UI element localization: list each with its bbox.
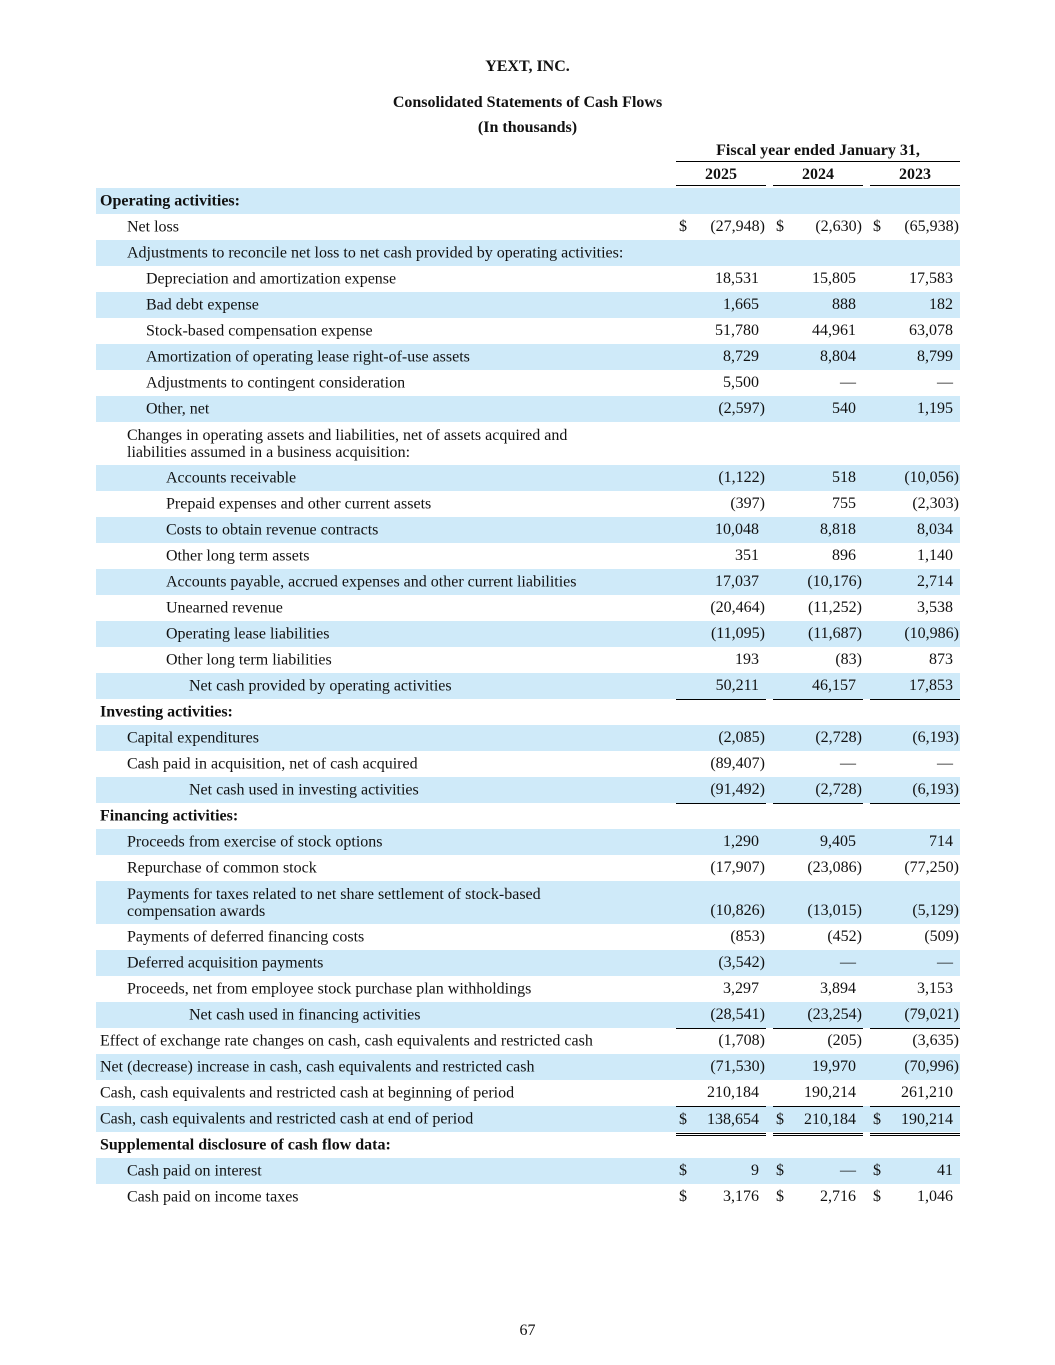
table-row bbox=[96, 829, 960, 855]
value-cell bbox=[773, 976, 863, 1003]
row-label: Unearned revenue bbox=[166, 599, 283, 617]
value-amount: (13,015) bbox=[807, 902, 862, 919]
row-label: Proceeds, net from employee stock purchase plan withholdings bbox=[127, 980, 532, 998]
value-cell bbox=[773, 673, 863, 700]
row-label: Other long term assets bbox=[166, 547, 310, 565]
value-cell bbox=[870, 1080, 960, 1106]
row-label: Deferred acquisition payments bbox=[127, 954, 324, 972]
value-amount: (10,826) bbox=[710, 902, 765, 919]
value-amount: 17,037 bbox=[715, 573, 759, 590]
row-label: Cash paid on income taxes bbox=[127, 1188, 299, 1206]
section-heading: Supplemental disclosure of cash flow data: bbox=[100, 1136, 391, 1154]
value-cell bbox=[870, 1158, 960, 1184]
year-header-2025: 2025 bbox=[676, 166, 766, 186]
value-amount: (205) bbox=[827, 1032, 862, 1049]
table-row bbox=[96, 699, 960, 725]
value-amount: 351 bbox=[735, 547, 759, 564]
table-row bbox=[96, 517, 960, 543]
value-cell bbox=[870, 266, 960, 292]
value-amount: (91,492) bbox=[710, 781, 765, 798]
table-row bbox=[96, 491, 960, 517]
table-row bbox=[96, 465, 960, 491]
section-heading: Investing activities: bbox=[100, 703, 233, 721]
value-amount: (10,176) bbox=[807, 573, 862, 590]
value-amount: 518 bbox=[832, 469, 856, 486]
value-amount: (27,948) bbox=[710, 218, 765, 235]
value-amount: (10,986) bbox=[904, 625, 959, 642]
value-amount: 8,729 bbox=[723, 348, 759, 365]
value-cell bbox=[676, 396, 766, 422]
value-cell bbox=[870, 881, 960, 924]
dollar-sign: $ bbox=[873, 1111, 881, 1128]
value-amount: 3,176 bbox=[723, 1188, 759, 1205]
value-cell bbox=[870, 543, 960, 569]
value-amount: (11,687) bbox=[807, 625, 862, 642]
value-amount: 41 bbox=[937, 1162, 953, 1179]
value-cell bbox=[773, 292, 863, 318]
row-label: Costs to obtain revenue contracts bbox=[166, 521, 379, 539]
table-row bbox=[96, 1158, 960, 1184]
value-amount: 193 bbox=[735, 651, 759, 668]
row-label: Proceeds from exercise of stock options bbox=[127, 833, 383, 851]
table-row bbox=[96, 318, 960, 344]
value-amount: 15,805 bbox=[812, 270, 856, 287]
period-label: Fiscal year ended January 31, bbox=[676, 142, 960, 162]
value-cell bbox=[870, 751, 960, 778]
value-cell bbox=[676, 517, 766, 543]
page-number: 67 bbox=[519, 1322, 536, 1339]
value-cell bbox=[870, 344, 960, 370]
table-row bbox=[96, 1080, 960, 1106]
table-row bbox=[96, 188, 960, 214]
value-amount: (70,996) bbox=[904, 1058, 959, 1075]
value-cell bbox=[773, 595, 863, 621]
value-amount: 5,500 bbox=[723, 374, 759, 391]
value-cell bbox=[773, 881, 863, 924]
value-amount: (77,250) bbox=[904, 859, 959, 876]
dollar-sign: $ bbox=[776, 218, 784, 235]
table-row bbox=[96, 266, 960, 292]
value-amount: 19,970 bbox=[812, 1058, 856, 1075]
dollar-sign: $ bbox=[679, 1111, 687, 1128]
row-label: Accounts receivable bbox=[166, 469, 297, 487]
table-row bbox=[96, 751, 960, 777]
value-cell bbox=[676, 1184, 766, 1210]
table-row bbox=[96, 240, 960, 266]
value-cell bbox=[676, 725, 766, 751]
value-amount: (1,708) bbox=[718, 1032, 765, 1049]
value-amount: 17,583 bbox=[909, 270, 953, 287]
table-row bbox=[96, 595, 960, 621]
value-cell bbox=[773, 1080, 863, 1106]
value-amount: (89,407) bbox=[710, 755, 765, 772]
dollar-sign: $ bbox=[679, 218, 687, 235]
value-amount: 10,048 bbox=[715, 521, 759, 538]
value-amount: 261,210 bbox=[901, 1084, 953, 1101]
value-amount: (17,907) bbox=[710, 859, 765, 876]
value-cell bbox=[773, 543, 863, 569]
value-cell bbox=[870, 396, 960, 422]
value-amount: 210,184 bbox=[707, 1084, 759, 1101]
value-amount: 8,804 bbox=[820, 348, 856, 365]
value-cell bbox=[870, 1184, 960, 1210]
table-row bbox=[96, 1054, 960, 1080]
value-cell bbox=[870, 214, 960, 240]
value-amount: 888 bbox=[832, 296, 856, 313]
value-cell bbox=[676, 924, 766, 950]
value-cell bbox=[676, 1054, 766, 1080]
value-amount: 190,214 bbox=[901, 1111, 953, 1128]
table-row bbox=[96, 647, 960, 673]
value-cell bbox=[773, 318, 863, 344]
table-row bbox=[96, 621, 960, 647]
value-cell bbox=[870, 569, 960, 595]
value-cell bbox=[676, 751, 766, 778]
section-heading: Operating activities: bbox=[100, 192, 240, 210]
row-label: Stock-based compensation expense bbox=[146, 322, 373, 340]
dollar-sign: $ bbox=[679, 1188, 687, 1205]
value-amount: — bbox=[840, 755, 856, 772]
value-amount: (3,542) bbox=[718, 954, 765, 971]
dollar-sign: $ bbox=[679, 1162, 687, 1179]
value-cell bbox=[676, 266, 766, 292]
row-label: Amortization of operating lease right-of-use assets bbox=[146, 348, 470, 366]
value-cell bbox=[676, 1002, 766, 1029]
value-amount: (2,728) bbox=[815, 781, 862, 798]
value-cell bbox=[870, 1002, 960, 1029]
value-amount: 1,046 bbox=[917, 1188, 953, 1205]
value-amount: 9,405 bbox=[820, 833, 856, 850]
value-cell bbox=[870, 318, 960, 344]
value-amount: 714 bbox=[929, 833, 953, 850]
value-cell bbox=[870, 465, 960, 491]
row-label: Cash paid on interest bbox=[127, 1162, 262, 1180]
table-row bbox=[96, 803, 960, 829]
value-amount: 18,531 bbox=[715, 270, 759, 287]
row-label: Payments for taxes related to net share settlement of stock-based compensation awards bbox=[127, 885, 541, 920]
units-label: (In thousands) bbox=[477, 119, 578, 136]
value-amount: (23,086) bbox=[807, 859, 862, 876]
value-amount: (20,464) bbox=[710, 599, 765, 616]
value-cell bbox=[676, 491, 766, 517]
value-amount: (2,085) bbox=[718, 729, 765, 746]
value-cell bbox=[870, 370, 960, 396]
row-label: Net (decrease) increase in cash, cash equivalents and restricted cash bbox=[100, 1058, 535, 1076]
value-cell bbox=[773, 777, 863, 804]
value-cell bbox=[676, 829, 766, 855]
value-amount: 3,538 bbox=[917, 599, 953, 616]
value-amount: 3,153 bbox=[917, 980, 953, 997]
value-amount: 1,290 bbox=[723, 833, 759, 850]
row-label: Cash, cash equivalents and restricted cash at end of period bbox=[100, 1110, 474, 1128]
dollar-sign: $ bbox=[776, 1188, 784, 1205]
value-cell bbox=[773, 1184, 863, 1210]
value-amount: — bbox=[937, 755, 953, 772]
value-amount: (83) bbox=[835, 651, 862, 668]
value-amount: 190,214 bbox=[804, 1084, 856, 1101]
value-cell bbox=[773, 396, 863, 422]
row-label: Other, net bbox=[146, 400, 210, 418]
value-cell bbox=[676, 1080, 766, 1106]
value-amount: (6,193) bbox=[912, 729, 959, 746]
value-cell bbox=[773, 517, 863, 543]
value-cell bbox=[676, 976, 766, 1003]
value-cell bbox=[870, 673, 960, 700]
year-header-row bbox=[96, 163, 960, 188]
row-label: Operating lease liabilities bbox=[166, 625, 330, 643]
table-row bbox=[96, 976, 960, 1002]
value-cell bbox=[870, 292, 960, 318]
value-amount: (2,630) bbox=[815, 218, 862, 235]
value-amount: (10,056) bbox=[904, 469, 959, 486]
period-header bbox=[96, 140, 960, 163]
value-amount: (853) bbox=[730, 928, 765, 945]
row-label: Depreciation and amortization expense bbox=[146, 270, 397, 288]
value-amount: (71,530) bbox=[710, 1058, 765, 1075]
row-label: Repurchase of common stock bbox=[127, 859, 317, 877]
value-amount: (23,254) bbox=[807, 1006, 862, 1023]
value-cell bbox=[676, 950, 766, 976]
value-amount: 51,780 bbox=[715, 322, 759, 339]
value-cell bbox=[773, 1158, 863, 1184]
value-amount: (28,541) bbox=[710, 1006, 765, 1023]
value-cell bbox=[870, 976, 960, 1003]
row-label: Effect of exchange rate changes on cash, cash equivalents and restricted cash bbox=[100, 1032, 593, 1050]
value-amount: 9 bbox=[751, 1162, 759, 1179]
value-amount: (2,728) bbox=[815, 729, 862, 746]
value-amount: 896 bbox=[832, 547, 856, 564]
value-amount: (397) bbox=[730, 495, 765, 512]
row-label: Payments of deferred financing costs bbox=[127, 928, 365, 946]
value-amount: 2,714 bbox=[917, 573, 953, 590]
row-label: Net cash provided by operating activities bbox=[189, 677, 452, 695]
cash-flow-table bbox=[96, 140, 960, 1210]
value-cell bbox=[773, 1002, 863, 1029]
row-label: Net cash used in investing activities bbox=[189, 781, 419, 799]
value-cell bbox=[773, 725, 863, 751]
row-label: Cash, cash equivalents and restricted cash at beginning of period bbox=[100, 1084, 515, 1102]
table-row bbox=[96, 777, 960, 803]
value-amount: (2,597) bbox=[718, 400, 765, 417]
value-cell bbox=[676, 621, 766, 647]
row-label: Bad debt expense bbox=[146, 296, 259, 314]
value-cell bbox=[676, 1158, 766, 1184]
table-row bbox=[96, 881, 960, 924]
table-row bbox=[96, 1028, 960, 1054]
value-cell bbox=[676, 370, 766, 396]
dollar-sign: $ bbox=[776, 1111, 784, 1128]
value-amount: (11,095) bbox=[710, 625, 765, 642]
value-amount: 1,665 bbox=[723, 296, 759, 313]
value-cell bbox=[870, 1054, 960, 1080]
value-cell bbox=[676, 543, 766, 569]
value-cell bbox=[676, 465, 766, 491]
value-cell bbox=[773, 829, 863, 855]
value-cell bbox=[773, 491, 863, 517]
value-amount: 46,157 bbox=[812, 677, 856, 694]
value-amount: (79,021) bbox=[904, 1006, 959, 1023]
value-amount: — bbox=[937, 954, 953, 971]
value-cell bbox=[870, 491, 960, 517]
year-header-2023: 2023 bbox=[870, 166, 960, 186]
value-amount: 17,853 bbox=[909, 677, 953, 694]
table-row bbox=[96, 855, 960, 881]
value-cell bbox=[870, 1028, 960, 1055]
dollar-sign: $ bbox=[776, 1162, 784, 1179]
row-label: Other long term liabilities bbox=[166, 651, 332, 669]
table-row bbox=[96, 422, 960, 465]
value-amount: 3,297 bbox=[723, 980, 759, 997]
value-cell bbox=[676, 569, 766, 595]
value-cell bbox=[773, 1028, 863, 1055]
value-cell bbox=[870, 777, 960, 804]
value-amount: (3,635) bbox=[912, 1032, 959, 1049]
value-amount: — bbox=[937, 374, 953, 391]
row-label: Capital expenditures bbox=[127, 729, 259, 747]
value-cell bbox=[676, 214, 766, 240]
value-cell bbox=[773, 751, 863, 778]
value-amount: 873 bbox=[929, 651, 953, 668]
value-amount: — bbox=[840, 954, 856, 971]
year-header-2024: 2024 bbox=[773, 166, 863, 186]
table-row bbox=[96, 1132, 960, 1158]
value-amount: (11,252) bbox=[807, 599, 862, 616]
value-cell bbox=[773, 465, 863, 491]
value-cell bbox=[676, 1028, 766, 1055]
value-cell bbox=[676, 318, 766, 344]
value-amount: — bbox=[840, 1162, 856, 1179]
table-body bbox=[96, 188, 960, 1210]
value-amount: 1,140 bbox=[917, 547, 953, 564]
row-label: Net loss bbox=[127, 218, 179, 236]
value-amount: 182 bbox=[929, 296, 953, 313]
table-row bbox=[96, 543, 960, 569]
statement-title: Consolidated Statements of Cash Flows bbox=[392, 94, 663, 111]
value-cell bbox=[676, 647, 766, 674]
value-cell bbox=[870, 517, 960, 543]
row-label: Changes in operating assets and liabilities, net of assets acquired and liabilities assumed in a business acquisition: bbox=[127, 426, 568, 461]
value-amount: (2,303) bbox=[912, 495, 959, 512]
value-cell bbox=[870, 725, 960, 751]
value-amount: (509) bbox=[924, 928, 959, 945]
value-amount: 44,961 bbox=[812, 322, 856, 339]
value-amount: 63,078 bbox=[909, 322, 953, 339]
table-row bbox=[96, 950, 960, 976]
value-amount: 1,195 bbox=[917, 400, 953, 417]
table-row bbox=[96, 396, 960, 422]
row-label: Cash paid in acquisition, net of cash acquired bbox=[127, 755, 418, 773]
value-cell bbox=[870, 950, 960, 976]
value-cell bbox=[676, 673, 766, 700]
value-amount: 138,654 bbox=[707, 1111, 759, 1128]
value-cell bbox=[773, 344, 863, 370]
value-cell bbox=[773, 924, 863, 950]
table-row bbox=[96, 370, 960, 396]
value-cell bbox=[870, 595, 960, 621]
table-row bbox=[96, 569, 960, 595]
value-cell bbox=[773, 621, 863, 647]
value-cell bbox=[773, 1054, 863, 1080]
table-row bbox=[96, 344, 960, 370]
value-cell bbox=[870, 621, 960, 647]
value-cell bbox=[773, 950, 863, 976]
row-label: Adjustments to contingent consideration bbox=[146, 374, 406, 392]
value-amount: 540 bbox=[832, 400, 856, 417]
table-row bbox=[96, 214, 960, 240]
value-cell bbox=[773, 214, 863, 240]
value-cell bbox=[676, 292, 766, 318]
table-row bbox=[96, 1002, 960, 1028]
value-amount: (5,129) bbox=[912, 902, 959, 919]
table-row bbox=[96, 673, 960, 699]
row-label: Net cash used in financing activities bbox=[189, 1006, 421, 1024]
value-cell bbox=[676, 881, 766, 924]
value-cell bbox=[676, 595, 766, 621]
value-amount: 210,184 bbox=[804, 1111, 856, 1128]
value-cell bbox=[676, 777, 766, 804]
value-amount: 8,799 bbox=[917, 348, 953, 365]
value-amount: 755 bbox=[832, 495, 856, 512]
value-cell bbox=[773, 266, 863, 292]
value-cell bbox=[870, 647, 960, 674]
value-cell bbox=[773, 855, 863, 881]
value-cell bbox=[870, 855, 960, 881]
value-amount: (452) bbox=[827, 928, 862, 945]
row-label: Prepaid expenses and other current assets bbox=[166, 495, 432, 513]
dollar-sign: $ bbox=[873, 1162, 881, 1179]
value-amount: (1,122) bbox=[718, 469, 765, 486]
table-row bbox=[96, 924, 960, 950]
value-amount: (6,193) bbox=[912, 781, 959, 798]
value-cell bbox=[773, 569, 863, 595]
table-row bbox=[96, 1106, 960, 1132]
value-cell bbox=[870, 829, 960, 855]
value-amount: 8,034 bbox=[917, 521, 953, 538]
value-amount: — bbox=[840, 374, 856, 391]
value-amount: 50,211 bbox=[715, 677, 759, 694]
value-amount: 8,818 bbox=[820, 521, 856, 538]
value-cell bbox=[676, 344, 766, 370]
table-row bbox=[96, 292, 960, 318]
value-cell bbox=[773, 370, 863, 396]
section-heading: Financing activities: bbox=[100, 807, 239, 825]
dollar-sign: $ bbox=[873, 1188, 881, 1205]
value-amount: (65,938) bbox=[904, 218, 959, 235]
table-row bbox=[96, 725, 960, 751]
table-row bbox=[96, 1184, 960, 1210]
value-amount: 2,716 bbox=[820, 1188, 856, 1205]
row-label: Accounts payable, accrued expenses and other current liabilities bbox=[166, 573, 577, 591]
value-cell bbox=[676, 855, 766, 881]
value-cell bbox=[870, 924, 960, 950]
value-cell bbox=[773, 647, 863, 674]
company-name: YEXT, INC. bbox=[485, 58, 570, 75]
row-label: Adjustments to reconcile net loss to net cash provided by operating activities: bbox=[127, 244, 624, 262]
value-amount: 3,894 bbox=[820, 980, 856, 997]
dollar-sign: $ bbox=[873, 218, 881, 235]
